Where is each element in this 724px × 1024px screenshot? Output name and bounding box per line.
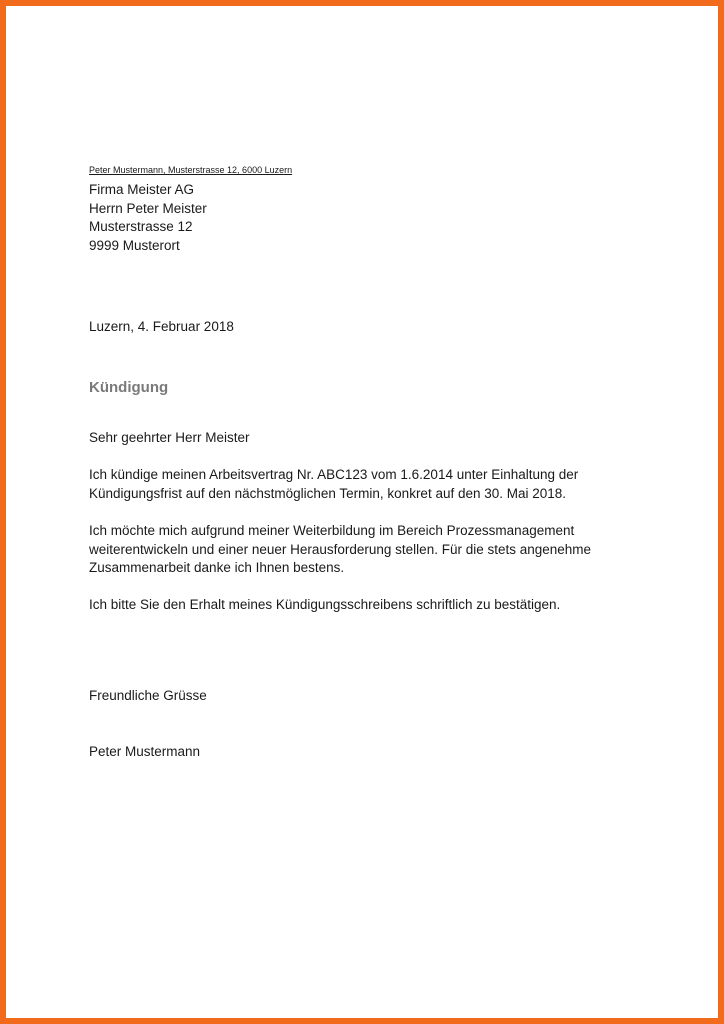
recipient-name: Herrn Peter Meister [89, 200, 207, 216]
recipient-city: 9999 Musterort [89, 237, 180, 253]
subject-heading: Kündigung [89, 379, 169, 396]
sender-address-line: Peter Mustermann, Musterstrasse 12, 6000 Luzern [89, 165, 293, 175]
signature-name: Peter Mustermann [89, 744, 201, 759]
recipient-street: Musterstrasse 12 [89, 219, 193, 234]
closing-greeting: Freundliche Grüsse [89, 688, 207, 703]
paragraph-line: Zusammenarbeit danke ich Ihnen bestens. [89, 560, 345, 575]
date-line: Luzern, 4. Februar 2018 [89, 319, 234, 334]
recipient-company: Firma Meister AG [89, 182, 195, 197]
paragraph-line: Ich möchte mich aufgrund meiner Weiterbildung im Bereich Prozessmanagement [89, 523, 575, 538]
recipient-address [89, 181, 207, 255]
paragraph-line: Ich kündige meinen Arbeitsvertrag Nr. ABC123 vom 1.6.2014 unter Einhaltung der [89, 467, 579, 482]
paragraph-line: weiterentwickeln und einer neuer Herausforderung stellen. Für die stets angenehme [89, 541, 592, 557]
paragraph-line: Ich bitte Sie den Erhalt meines Kündigungsschreibens schriftlich zu bestätigen. [89, 597, 561, 612]
paragraph-termination [89, 466, 578, 503]
paragraph-reason [89, 522, 591, 578]
paragraph-confirmation-request [89, 596, 560, 615]
salutation: Sehr geehrter Herr Meister [89, 430, 250, 445]
paragraph-line: Kündigungsfrist auf den nächstmöglichen Termin, konkret auf den 30. Mai 2018. [89, 485, 567, 501]
